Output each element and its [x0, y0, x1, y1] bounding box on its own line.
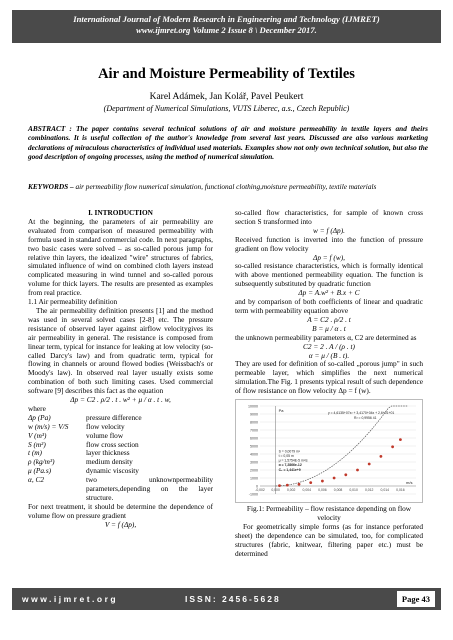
- variable-row: S (m²) flow cross section: [28, 439, 139, 449]
- right-column: [235, 209, 423, 558]
- chart-svg: [236, 400, 422, 502]
- variable-list: [28, 414, 213, 503]
- abstract: ABSTRACT : The paper contains several technical solutions of air and moisture permeability in textile layers and theirs combinations. It is useful collection of the author's knowledge from several last years. Discussed are also various marketing declarations of miraculous characteristics of individual used materials. Examples show not only own technical solution, but also the good description of ongoing processes, using the method of numerical simulation.: [28, 124, 428, 162]
- where-label: where: [28, 403, 46, 413]
- next-treatment-paragraph: For next treatment, it should be determine the dependence of volume flow on pressure gradient: [28, 501, 213, 520]
- parameters-paragraph: the unknown permeability parameters α, C2 are determined as: [235, 332, 417, 342]
- permeability-equation: Δp = C2 . ρ/2 . t . w² + μ / α . t . w,: [70, 395, 171, 405]
- x-tick-label: 0,010: [349, 488, 358, 493]
- footer-url: www.ijmret.org: [22, 594, 119, 604]
- x-tick-label: 0,016: [396, 488, 405, 493]
- journal-header: [12, 10, 441, 43]
- x-axis-label: m/s: [406, 480, 413, 486]
- x-tick-label: 0,006: [318, 488, 327, 493]
- variable-row: ρ (kg/m³) medium density: [28, 457, 133, 467]
- y-tick-label: 2000: [250, 468, 258, 473]
- data-point: [356, 469, 359, 472]
- paper-affiliation: (Department of Numerical Simulations, VUTS Liberec, a.s., Czech Republic): [103, 104, 350, 113]
- keywords-text: air permeability flow numerical simulation, functional clothing,moisture permeability, textile materials: [75, 182, 377, 191]
- inverted-paragraph: Received function is inverted into the function of pressure gradient on flow velocity: [235, 234, 423, 253]
- r-squared: R² = 0,9956 41: [354, 416, 377, 421]
- page-footer: [12, 588, 441, 610]
- quadratic-equation: Δp = A.w² + B.x + C: [298, 288, 360, 298]
- left-column: [28, 209, 213, 530]
- alpha-equation: α = μ / (B . t).: [308, 350, 350, 360]
- parameter-label: S = 0,0079 m²: [278, 449, 301, 454]
- y-tick-label: -1000: [248, 492, 258, 497]
- data-point: [333, 477, 336, 480]
- pressure-equation: Δp = f (w),: [313, 252, 345, 262]
- parameter-label: C₂ = 1,441e+9: [278, 467, 301, 472]
- x-tick-label: 0,014: [380, 488, 390, 493]
- c2-equation: C2 = 2 . A / (ρ . t): [303, 341, 355, 351]
- x-tick-label: 0,002: [286, 488, 296, 493]
- x-tick-label: 0,000: [271, 488, 280, 493]
- data-point: [278, 484, 281, 487]
- figure-caption: Fig.1: Permeability – flow resistance depending on flow velocity: [246, 504, 412, 522]
- data-point: [380, 455, 383, 458]
- geometry-paragraph: For geometrically simple forms (as for instance perforated sheet) the dependence can be simulated, too, for complicated structures (fabric, knitwear, filtering paper etc.) must be determined: [235, 521, 423, 558]
- subsection-heading: 1.1 Air permeability definition: [28, 297, 118, 307]
- y-tick-label: 1000: [250, 476, 258, 481]
- resistance-paragraph: so-called resistance characteristics, which is formally identical with above mentioned permeability equation. The function is subsequently substituted by quadratic function: [235, 261, 423, 289]
- variable-row: μ (Pa.s) dynamic viscosity: [28, 466, 139, 476]
- y-tick-label: 5000: [250, 444, 258, 449]
- y-axis-label: Pa: [278, 408, 284, 414]
- coefficient-b-equation: B = μ / α . t: [312, 323, 346, 333]
- keywords-label: KEYWORDS –: [28, 182, 74, 191]
- paper-authors: Karel Adámek, Jan Kolář, Pavel Peukert: [149, 92, 304, 102]
- parameter-label: μ = 1,5754E-5 m²/s: [278, 458, 308, 463]
- coefficient-a-equation: A = C2 . ρ/2 . t: [307, 314, 351, 324]
- variable-row: w (m/s) = V/S flow velocity: [28, 421, 125, 431]
- data-point: [309, 481, 312, 484]
- paper-title: Air and Moisture Permeability of Textiles: [98, 66, 355, 82]
- y-tick-label: 9000: [250, 412, 258, 417]
- variable-row: t (m) layer thickness: [28, 448, 130, 458]
- y-tick-label: 0: [256, 484, 258, 489]
- velocity-equation: w = f (Δp).: [313, 225, 345, 235]
- definition-paragraph: The air permeability definition presents [1] and the method was used in several solved cases [2-8] etc. The pressure resistance of observed layer against airflow velocitygives its air permeability in general. The resistance is composed from linear term, typical for instance for leaking at low velocity (so-called Darcy's law) and from quadratic term, typical for flowing in channels or around flowed bodies (Weissbach's or Moody's law). In observed real layer usually exists some combination of both such limiting cases. Used commercial software [9] describes this fact as the equation: [28, 305, 213, 396]
- comparison-paragraph: and by comparison of both coefficients of linear and quadratic term with permeability equation above: [235, 297, 423, 315]
- y-tick-label: 8000: [250, 420, 258, 425]
- y-tick-label: 6000: [250, 436, 258, 441]
- parameter-label: t = 0,05 m: [278, 454, 294, 459]
- parameter-label: α = 7,2866e-12: [278, 463, 302, 468]
- keywords: [28, 182, 428, 191]
- volume-flow-equation: V = f (Δp),: [104, 519, 137, 529]
- y-tick-label: 4000: [250, 452, 258, 457]
- page-number: Page 43: [397, 591, 435, 607]
- flow-char-paragraph: so-called flow characteristics, for sample of known cross section S transformed into: [235, 208, 423, 226]
- journal-volume: www.ijmret.org Volume 2 Issue 8 \ December 2017.: [136, 25, 317, 35]
- data-point: [298, 483, 301, 486]
- journal-name: International Journal of Modern Research in Engineering and Technology (IJMRET): [73, 14, 380, 24]
- y-tick-label: 7000: [250, 428, 258, 433]
- x-tick-label: 0,012: [364, 488, 374, 493]
- variable-row: Δp (Pa) pressure difference: [28, 412, 142, 422]
- figure-1-chart: [235, 399, 423, 503]
- data-point: [321, 480, 324, 483]
- variable-row: α, C2 two unknownpermeability parameters,depending on the layer structure.: [28, 475, 213, 502]
- footer-issn: ISSN: 2456-5628: [185, 594, 281, 604]
- section-heading: I. INTRODUCTION: [88, 208, 153, 217]
- variable-row: V (m³) volume flow: [28, 430, 124, 440]
- data-point: [286, 484, 289, 487]
- y-tick-label: 3000: [250, 460, 258, 465]
- porous-jump-paragraph: They are used for definition of so-called „porous jump" in such permeable layer, which simplifies the next numerical simulation.The Fig. 1 presents typical result of such dependence of flow resistance on flow velocity Δp = f (w).: [235, 359, 423, 396]
- intro-paragraph: At the beginning, the parameters of air permeability are evaluated from comparison of measured permeability with formula used in standard commercial code. In next paragraphs, two basic cases were solved – as so-called porous jump for relative thin layers, the idealized "wire" structures of fabrics, simulated influence of wind on combined cloth layers instead complicated measuring in wind tunnel and so-called porous volume for thick layers. The results are presented as examples from real practice.: [28, 216, 213, 298]
- data-point: [399, 438, 402, 441]
- data-point: [368, 463, 371, 466]
- x-tick-label: -0,002: [255, 488, 265, 493]
- x-tick-label: 0,004: [302, 488, 312, 493]
- trendline-equation: y = 4,6135+07x² + 3,4170+04x + 2,6+01+01: [328, 411, 395, 416]
- data-point: [391, 445, 394, 448]
- y-tick-label: 10000: [248, 404, 258, 409]
- data-point: [344, 473, 347, 476]
- x-tick-label: 0,008: [333, 488, 343, 493]
